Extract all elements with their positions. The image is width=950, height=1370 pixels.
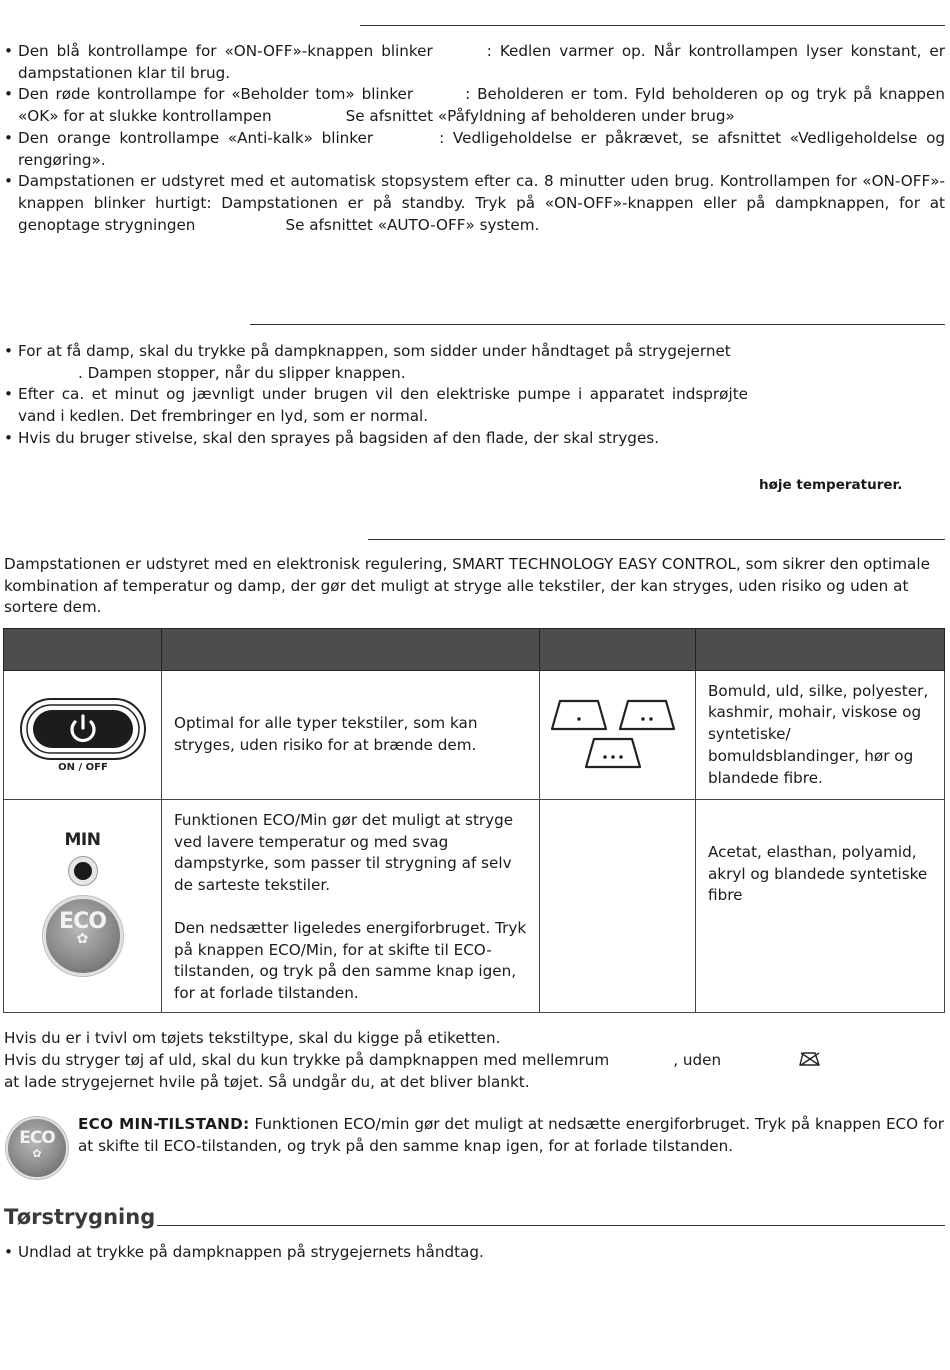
- wool-advice-text: , uden: [673, 1051, 722, 1069]
- eco-mode-description: [78, 1114, 944, 1157]
- header-cell: [162, 629, 540, 671]
- wool-advice-text: Hvis du stryger tøj af uld, skal du kun trykke på dampknappen med mellemrum: [4, 1051, 610, 1069]
- warning-note: høje temperaturer.: [759, 477, 903, 493]
- description-text: Funktionen ECO/Min gør det muligt at stryge ved lavere temperatur og med svag dampstyrke, som passer til strygning af selv de sarteste tekstiler.: [174, 811, 514, 895]
- on-off-label: ON / OFF: [57, 762, 108, 773]
- section-4-bullet-list: [4, 1242, 945, 1264]
- min-label: MIN: [64, 830, 101, 850]
- no-steam-icon: [799, 1052, 821, 1066]
- iron-1-dot-icon: [552, 701, 606, 729]
- iron-2-dots-icon: [620, 701, 674, 729]
- table-row: [4, 800, 945, 1013]
- settings-table: [3, 628, 945, 1013]
- list-item: • Undlad at trykke på dampknappen på strygejernets håndtag.: [4, 1242, 945, 1264]
- list-item: [4, 171, 945, 236]
- on-off-button-icon: [19, 697, 147, 773]
- description-cell: [162, 800, 540, 1013]
- iron-3-dots-icon: [586, 739, 640, 767]
- bullet-text: Se afsnittet «Påfyldning af beholderen under brug»: [345, 107, 735, 126]
- header-cell: [540, 629, 696, 671]
- table-row: [4, 671, 945, 800]
- list-item: [4, 341, 748, 384]
- min-indicator-icon: [68, 856, 98, 886]
- steam-icon: ✿: [76, 931, 89, 948]
- textiles-cell: [696, 671, 945, 800]
- section-1-bullet-list: [4, 41, 945, 236]
- label-advice: Hvis du er i tvivl om tøjets tekstiltype, skal du kigge på etiketten.: [4, 1029, 501, 1047]
- list-item: [4, 84, 945, 127]
- section-1-heading-rule: [360, 25, 945, 26]
- list-item: [4, 41, 945, 84]
- description-text: Optimal for alle typer tekstiler, som kan stryges, uden risiko for at brænde dem.: [174, 714, 478, 754]
- description-cell: [162, 671, 540, 800]
- iron-icons-cell: [540, 800, 696, 1013]
- textiles-text: Bomuld, uld, silke, polyester, kashmir, mohair, viskose og syntetiske/ bomuldsblandinger, hør og blandede fibre.: [708, 681, 929, 787]
- description-text: Den nedsætter ligeledes energiforbruget. Tryk på knappen ECO/Min, for at skifte til ECO-tilstanden, og tryk på den samme knap igen, for at forlade tilstanden.: [174, 918, 527, 1002]
- section-3-heading-rule: [368, 539, 945, 540]
- wool-advice-continued: at lade strygejernet hvile på tøjet. Så undgår du, at det bliver blankt.: [4, 1073, 530, 1091]
- section-heading: Tørstrygning: [4, 1205, 156, 1229]
- header-cell: [4, 629, 162, 671]
- list-item: [4, 128, 945, 171]
- eco-mode-text: Funktionen ECO/min gør det muligt at nedsætte energiforbruget. Tryk på knappen ECO for at skifte til ECO-tilstanden, og tryk på den samme knap igen, for at forlade tilstanden.: [78, 1115, 944, 1155]
- bullet-text: Den røde kontrollampe for «Beholder tom» blinker: [18, 85, 414, 104]
- button-cell: [4, 800, 162, 1013]
- bullet-text: . Dampen stopper, når du slipper knappen.: [78, 363, 406, 382]
- section-2-heading-rule: [250, 324, 945, 325]
- eco-label: ECO: [19, 1128, 55, 1148]
- table-header-row: [4, 629, 945, 671]
- textiles-cell: [696, 800, 945, 1013]
- bullet-text: Se afsnittet «AUTO-OFF» system.: [285, 215, 540, 234]
- intro-paragraph: Dampstationen er udstyret med en elektronisk regulering, SMART TECHNOLOGY EASY CONTROL, som sikrer den optimale kombination af temperatur og damp, der gør det muligt at stryge alle tekstiler, der kan stryges, uden risiko og uden at sortere dem.: [4, 555, 930, 617]
- eco-mode-icon: [6, 1117, 68, 1179]
- steam-icon: ✿: [32, 1147, 42, 1160]
- eco-button-icon: [43, 896, 123, 976]
- list-item: • Hvis du bruger stivelse, skal den sprayes på bagsiden af den flade, der skal stryges.: [4, 428, 748, 450]
- section-2-bullet-list: [4, 341, 748, 450]
- section-4-heading-rule: [157, 1225, 945, 1226]
- bullet-text: For at få damp, skal du trykke på dampknappen, som sidder under håndtaget på strygejernet: [18, 342, 731, 360]
- bullet-text: : Vedligeholdelse er påkrævet, se afsnittet «Vedligeholdelse og rengøring».: [18, 128, 945, 169]
- bullet-text: Dampstationen er udstyret med et automatisk stopsystem efter ca. 8 minutter uden brug. Kontrollampen for «ON-OFF»-knappen blinker hurtigt: Dampstationen er på standby. Tryk på «ON-OFF»-knappen eller på dampknappen, for at genoptage strygningen: [18, 172, 945, 234]
- bullet-text: Den orange kontrollampe «Anti-kalk» blinker: [18, 128, 374, 147]
- iron-temperature-icons: [548, 693, 688, 777]
- bullet-text: Den blå kontrollampe for «ON-OFF»-knappen blinker: [18, 42, 433, 60]
- header-cell: [696, 629, 945, 671]
- list-item: • Efter ca. et minut og jævnligt under brugen vil den elektriske pumpe i apparatet indsprøjte vand i kedlen. Det frembringer en lyd, som er normal.: [4, 384, 748, 427]
- eco-label: ECO: [59, 908, 106, 934]
- iron-icons-cell: [540, 671, 696, 800]
- wool-advice: [4, 1050, 934, 1072]
- eco-mode-title: ECO MIN-TILSTAND:: [78, 1115, 250, 1133]
- bullet-text: : Beholderen er tom. Fyld beholderen op og tryk på knappen «OK» for at slukke kontrollampen: [18, 85, 946, 126]
- textiles-text: Acetat, elasthan, polyamid, akryl og blandede syntetiske fibre: [708, 843, 928, 905]
- bullet-text: : Kedlen varmer op. Når kontrollampen lyser konstant, er dampstationen klar til brug.: [18, 42, 945, 82]
- button-cell: [4, 671, 162, 800]
